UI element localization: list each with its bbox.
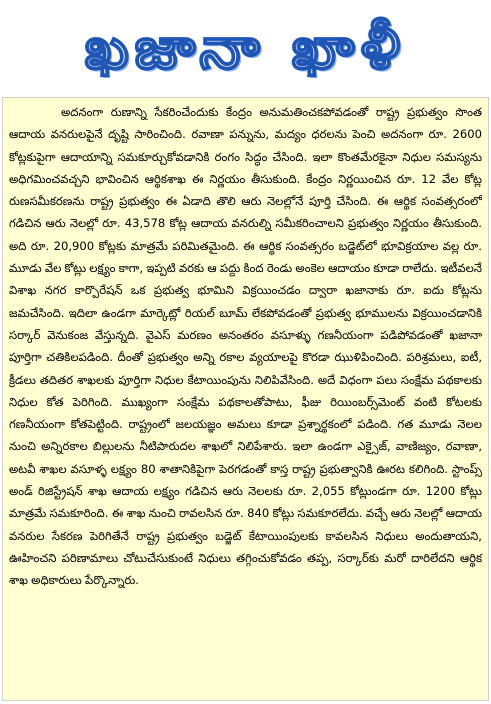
article-box: [2, 97, 489, 701]
article-body: అదనంగా రుణాన్ని సేకరించేందుకు కేంద్రం అనుమతించకపోవడంతో రాష్ట్ర ప్రభుత్వం సొంత ఆదాయ వనరులపైనే దృష్టి సారించింది. రవాణా పన్నును, మద్యం ధరలను పెంచి అదనంగా రూ. 2600 కోట్లకుపైగా ఆదాయాన్ని సమకూర్చుకోవడానికి రంగం సిద్ధం చేసింది. ఇలా కొంతమేరకైనా నిధుల సమస్యను అధిగమించవచ్చని భావించిన ఆర్థికశాఖ ఈ నిర్ణయం తీసుకుంది. కేంద్రం నిర్ణయించిన రూ. 12 వేల కోట్ల రుణసమీకరణను రాష్ట్ర ప్రభుత్వం ఈ ఏడాది తొలి ఆరు నెలల్లోనే పూర్తి చేసింది. ఈ ఆర్థిక సంవత్సరంలో గడిచిన ఆరు నెలల్లో రూ. 43,578 కోట్ల ఆదాయ వనరుల్ని సమీకరించాలని ప్రభుత్వం నిర్ణయం తీసుకుంది. అది రూ. 20,900 కోట్లకు మాత్రమే పరిమితమైంది. ఈ ఆర్థిక సంవత్సరం బడ్జెట్‌లో భూవిక్రయాల వల్ల రూ. మూడు వేల కోట్లు లక్ష్యం కాగా, ఇప్పటి వరకు ఆ పద్దు కింద రెండు అంకెల ఆదాయం కూడా రాలేదు. ఇటీవలనే విశాఖ నగర కార్పొరేషన్ ఒక ప్రభుత్వ భూమిని విక్రయించడం ద్వారా ఖజానాకు రూ. ఐదు కోట్లను జమచేసింది. ఇదిలా ఉండగా మార్కెట్లో రియల్ బూమ్ లేకపోవడంతో ప్రభుత్వ భూములను విక్రయించడానికి సర్కార్ వెనుకంజ వేస్తున్నది. వైఎస్ మరణం అనంతరం వసూళ్ళు గణనీయంగా పడిపోవడంతో ఖజానా పూర్తిగా చతికిలపడింది. దీంతో ప్రభుత్వం అన్ని రకాల వ్యయాలపై కొరడా ఝుళిపించింది. పరిశ్రమలు, ఐటీ, క్రీడలు తదితర శాఖలకు పూర్తిగా నిధుల కేటాయింపును నిలిపివేసింది. అదే విధంగా పలు సంక్షేమ పథకాలకు నిధుల కోత పెరిగింది. ముఖ్యంగా సంక్షేమ పథకాలతోపాటు, ఫీజు రియింబర్స్‌మెంట్ వంటి కోటలకు గణనీయంగా కోతపెట్టింది. రాష్ట్రంలో జలయజ్ఞం అమలు కూడా ప్రశ్నార్థకంలో పడింది. గత మూడు నెలల నుంచి అన్నిరకాల బిల్లులను నీటిపారుదల శాఖలో నిలిపేశారు. ఇలా ఉండగా ఎక్సైజ్, వాణిజ్యం, రవాణా, అటవీ శాఖల వసూళ్ళ లక్ష్యం 80 శాతానికిపైగా పెరగడంతో కాస్త రాష్ట్ర ప్రభుత్వానికి ఊరట కలిగింది. స్టాంప్స్ అండ్ రిజిస్ట్రేషన్ శాఖ ఆదాయ లక్ష్యం గడిచిన ఆరు నెలలకు రూ. 2,055 కోట్లుండగా రూ. 1200 కోట్లు మాత్రమే సమకూరింది. ఈ శాఖ నుంచి రావలసిన రూ. 840 కోట్లు సమకూరలేదు. వచ్చే ఆరు నెలల్లో ఆదాయ వనరుల సేకరణ పెరిగితేనే రాష్ట్ర ప్రభుత్వం బడ్జెట్ కేటాయింపులకు కావలసిన నిధులు అందుతాయని, ఊహించని పరిణామాలు చోటుచేసుకుంటే నిధులు తగ్గించుకోవడం తప్ప, సర్కార్‌కు మరో దారిలేదని ఆర్థిక శాఖ అధికారులు పేర్కొన్నారు.: [9, 105, 482, 588]
headline-band: [0, 0, 491, 96]
article-headline: ఖజానా ఖాళీ: [84, 14, 407, 82]
